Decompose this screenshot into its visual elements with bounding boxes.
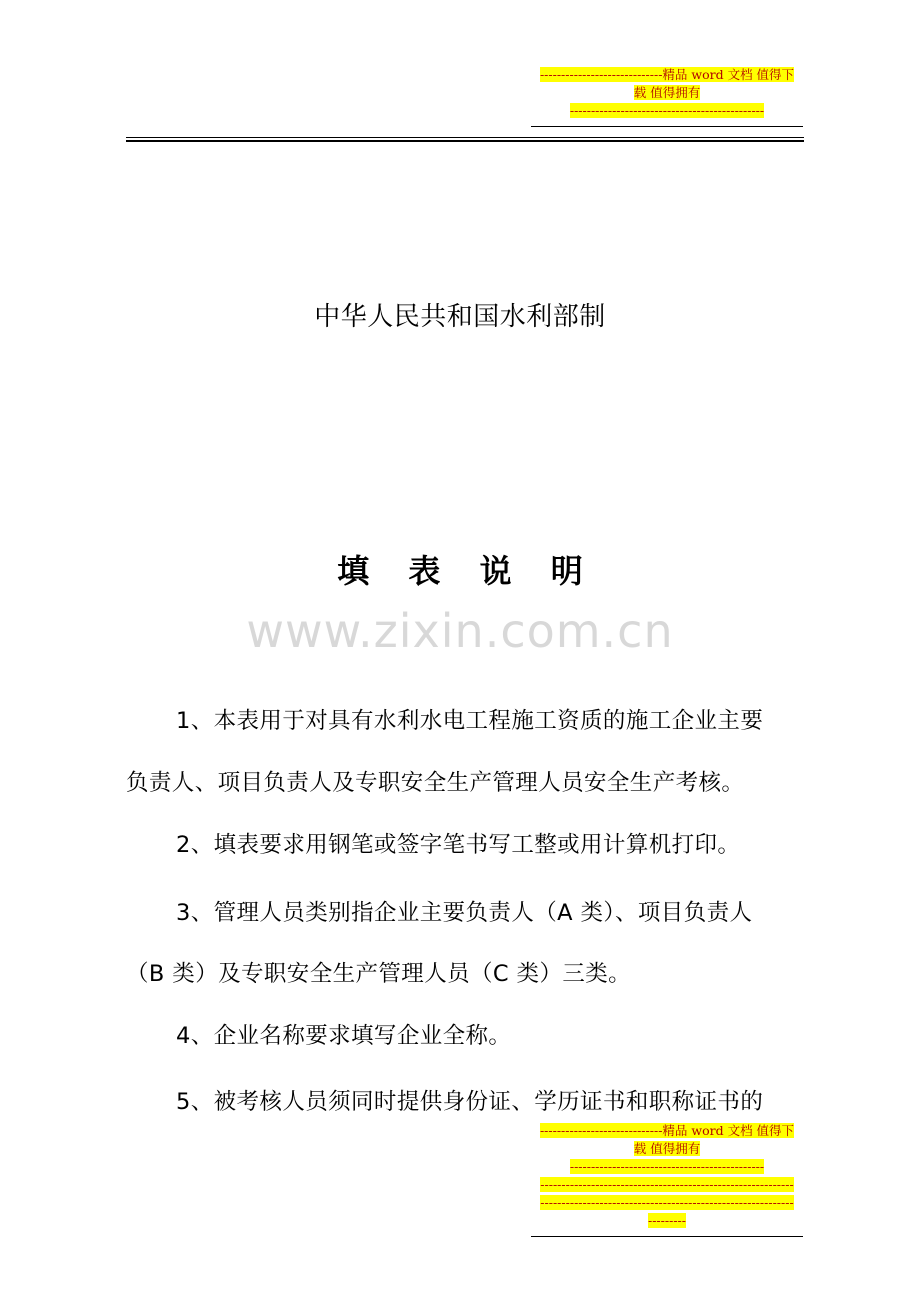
instruction-line-4: 3、管理人员类别指企业主要负责人（A 类）、项目负责人 xyxy=(176,900,753,926)
footer-line-3: ---------------------------------------------- xyxy=(569,1159,765,1174)
watermark-text: www.zixin.com.cn xyxy=(246,604,674,658)
banner-line-1: -----------------------------精品 word 文档 值得下 xyxy=(539,67,795,82)
footer-line-5: ------------------------------------------------------------ xyxy=(540,1195,794,1210)
footer-line-2: 载 值得拥有 xyxy=(633,1141,701,1156)
instruction-line-6: 4、企业名称要求填写企业全称。 xyxy=(176,1023,512,1049)
banner-line-3: ---------------------------------------------- xyxy=(569,103,765,118)
banner-underline xyxy=(531,126,803,127)
banner-line-2: 载 值得拥有 xyxy=(633,85,701,100)
instruction-line-5: （B 类）及专职安全生产管理人员（C 类）三类。 xyxy=(126,961,632,987)
footer-underline xyxy=(531,1236,803,1237)
instruction-line-7: 5、被考核人员须同时提供身份证、学历证书和职称证书的 xyxy=(176,1089,764,1115)
issuer-text: 中华人民共和国水利部制 xyxy=(314,302,606,332)
header-double-rule xyxy=(126,137,804,142)
header-banner xyxy=(531,66,803,127)
page-heading: 填 表 说 明 xyxy=(337,552,597,590)
footer-line-1: -----------------------------精品 word 文档 值得下 xyxy=(539,1123,795,1138)
footer-line-6: --------- xyxy=(647,1213,686,1228)
instruction-line-2: 负责人、项目负责人及专职安全生产管理人员安全生产考核。 xyxy=(126,770,745,796)
footer-line-4: ------------------------------------------------------------ xyxy=(540,1177,794,1192)
footer-banner xyxy=(531,1122,803,1237)
instruction-line-1: 1、本表用于对具有水利水电工程施工资质的施工企业主要 xyxy=(176,708,764,734)
instruction-line-3: 2、填表要求用钢笔或签字笔书写工整或用计算机打印。 xyxy=(176,832,741,858)
